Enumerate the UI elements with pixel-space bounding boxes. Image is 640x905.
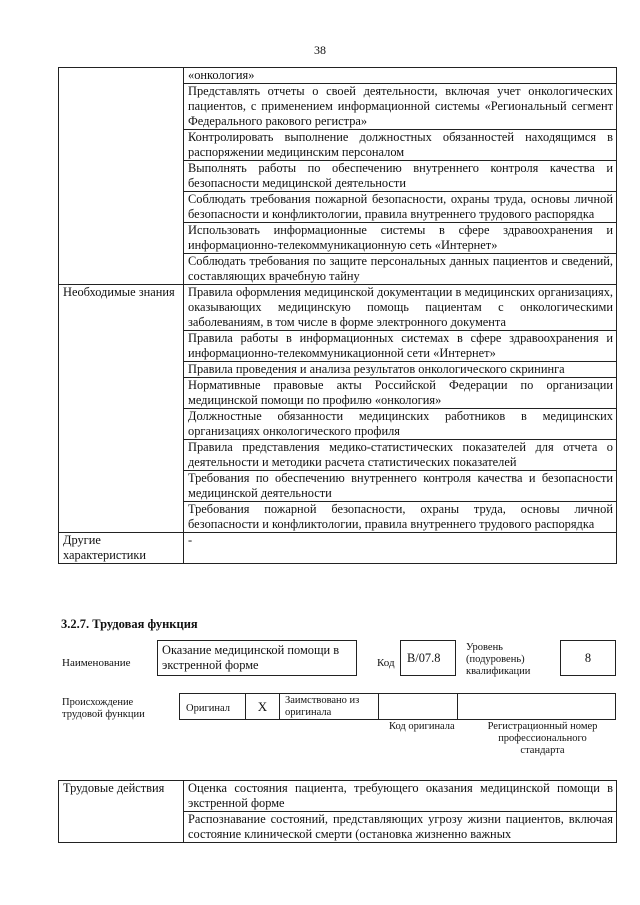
function-name-value: Оказание медицинской помощи в экстренной форме bbox=[162, 643, 340, 672]
table-row bbox=[59, 533, 617, 564]
table-row bbox=[59, 285, 617, 331]
row-item: Требования по обеспечению внутреннего контроля качества и безопасности медицинской деятельности bbox=[184, 471, 617, 502]
row-item: Использовать информационные системы в сфере здравоохранения и информационно-телекоммуникационную сеть «Интернет» bbox=[184, 223, 617, 254]
original-label: Оригинал bbox=[186, 703, 230, 714]
original-mark-cell bbox=[245, 693, 280, 720]
borrowed-label: Заимствовано из оригинала bbox=[285, 695, 360, 718]
row-item: «онкология» bbox=[184, 68, 617, 84]
row-item: Должностные обязанности медицинских работников в медицинских организациях онкологического профиля bbox=[184, 409, 617, 440]
row-label bbox=[59, 68, 184, 285]
level-box bbox=[560, 640, 616, 676]
level-value: 8 bbox=[584, 651, 592, 665]
actions-table bbox=[58, 780, 617, 843]
section-title: 3.2.7. Трудовая функция bbox=[61, 617, 198, 631]
row-item: Представлять отчеты о своей деятельности, включая учет онкологических пациентов, с применением информационной системы «Региональный сегмент Федерального ракового регистра» bbox=[184, 84, 617, 130]
row-item: Правила проведения и анализа результатов онкологического скрининга bbox=[184, 362, 617, 378]
row-item: Распознавание состояний, представляющих угрозу жизни пациентов, включая состояние клинической смерти (остановка жизненно важных bbox=[184, 812, 617, 843]
row-item: Правила представления медико-статистических показателей для отчета о деятельности и методики расчета статистических показателей bbox=[184, 440, 617, 471]
code-label: Код bbox=[377, 657, 395, 669]
reg-caption: Регистрационный номер профессионального стандарта bbox=[487, 721, 598, 756]
code-box bbox=[400, 640, 456, 676]
row-item: Соблюдать требования по защите персональных данных пациентов и сведений, составляющих врачебную тайну bbox=[184, 254, 617, 285]
row-item: Правила работы в информационных системах в сфере здравоохранения и информационно-телекоммуникационной сети «Интернет» bbox=[184, 331, 617, 362]
code-value: В/07.8 bbox=[407, 651, 441, 665]
row-label: Трудовые действия bbox=[59, 781, 184, 843]
name-label: Наименование bbox=[62, 657, 131, 669]
row-item: Нормативные правовые акты Российской Федерации по организации медицинской помощи по профилю «онкология» bbox=[184, 378, 617, 409]
table-row bbox=[59, 68, 617, 84]
row-item: Выполнять работы по обеспечению внутреннего контроля качества и безопасности медицинской деятельности bbox=[184, 161, 617, 192]
row-item: Оценка состояния пациента, требующего оказания медицинской помощи в экстренной форме bbox=[184, 781, 617, 812]
level-label: Уровень (подуровень) квалификации bbox=[466, 642, 531, 677]
skills-table bbox=[58, 67, 617, 564]
row-item: Соблюдать требования пожарной безопасности, охраны труда, основы личной безопасности и конфликтологии, правила внутреннего трудового распорядка bbox=[184, 192, 617, 223]
original-mark: X bbox=[257, 699, 268, 714]
row-item: Требования пожарной безопасности, охраны труда, основы личной безопасности и конфликтологии, правила внутреннего трудового распорядка bbox=[184, 502, 617, 533]
origin-label: Происхождение трудовой функции bbox=[62, 697, 145, 720]
row-label: Необходимые знания bbox=[59, 285, 184, 533]
page-number: 38 bbox=[314, 43, 326, 57]
row-item: Контролировать выполнение должностных обязанностей находящимся в распоряжении медицинским персоналом bbox=[184, 130, 617, 161]
row-item: - bbox=[184, 533, 617, 564]
original-code-cell bbox=[378, 693, 458, 720]
table-row bbox=[59, 781, 617, 812]
row-item: Правила оформления медицинской документации в медицинских организациях, оказывающих медицинскую помощь пациентам с онкологическими заболеваниям, в том числе в форме электронного документа bbox=[184, 285, 617, 331]
function-name-box bbox=[157, 640, 357, 676]
code-caption: Код оригинала bbox=[389, 721, 455, 732]
row-label: Другие характеристики bbox=[59, 533, 184, 564]
